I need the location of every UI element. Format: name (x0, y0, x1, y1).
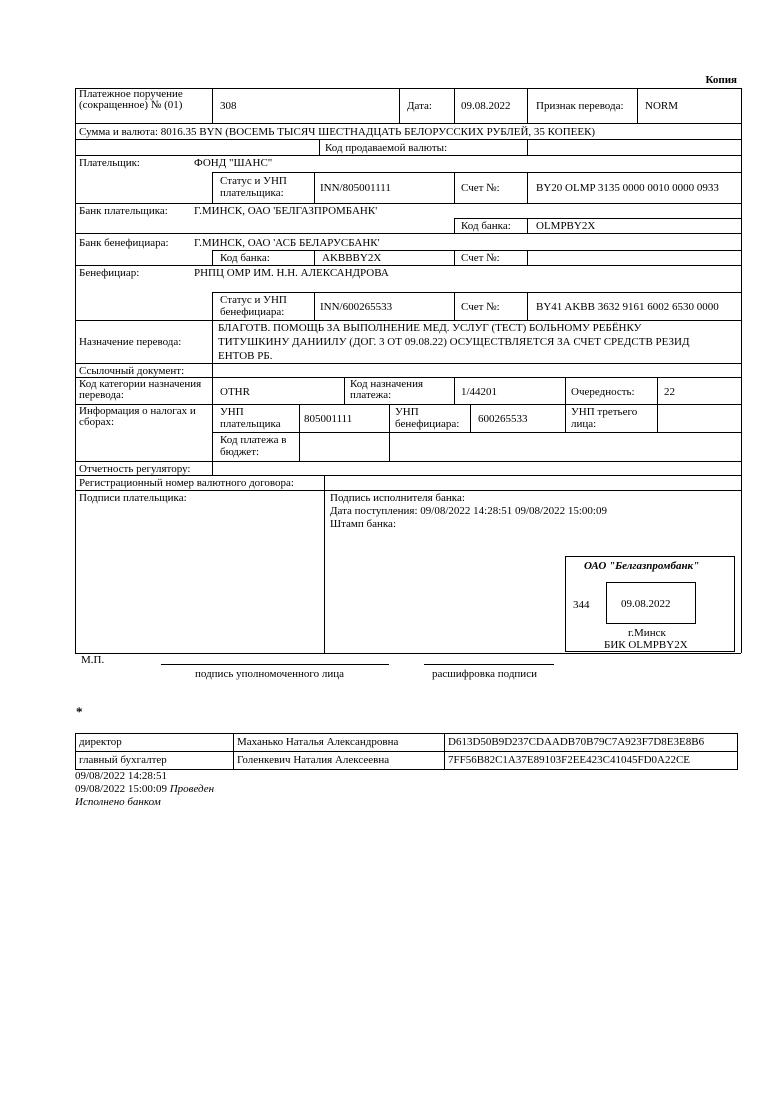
date-label: Дата: (407, 100, 432, 112)
signer-hash: 7FF56B82C1A37E89103F2EE423C41045FD0A22CE (445, 752, 738, 770)
taxes-label: Информация о налогах и сборах: (79, 405, 196, 428)
payer-unp-label: УНП плательщика (220, 406, 281, 430)
purpose-line1: БЛАГОТВ. ПОМОЩЬ ЗА ВЫПОЛНЕНИЕ МЕД. УСЛУГ (ТЕСТ) БОЛЬНОМУ РЕБЁНКУ (218, 322, 642, 334)
beneficiary-status: INN/600265533 (320, 301, 393, 313)
currency-contract-label: Регистрационный номер валютного договора: (79, 477, 294, 489)
signer-role: директор (76, 734, 234, 752)
decoding-caption: расшифровка подписи (432, 668, 537, 680)
sold-currency-label: Код продаваемой валюты: (325, 142, 448, 154)
stamp-date-box (606, 582, 696, 624)
log-line2 (75, 783, 214, 795)
payer-bank-code-label: Код банка: (461, 220, 511, 232)
mp-label: М.П. (81, 654, 105, 666)
table-row (76, 734, 738, 752)
beneficiary-label: Бенефициар: (79, 267, 140, 279)
signers-table (75, 733, 738, 770)
purpose-line2: ТИТУШКИНУ ДАНИИЛУ (ДОГ. 3 ОТ 09.08.22) ОСУЩЕСТВЛЯЕТСЯ ЗА СЧЕТ СРЕДСТВ РЕЗИД (218, 336, 690, 348)
bank-stamp (565, 556, 735, 652)
regulator-report-label: Отчетность регулятору: (79, 463, 191, 475)
log-line2-time: 09/08/2022 15:00:09 (75, 783, 167, 795)
log-line3: Исполнено банком (75, 796, 161, 808)
payer-unp: 805001111 (304, 413, 353, 425)
beneficiary-name: РНПЦ ОМР ИМ. Н.Н. АЛЕКСАНДРОВА (194, 267, 389, 279)
amount-text: Сумма и валюта: 8016.35 BYN (ВОСЕМЬ ТЫСЯЧ ШЕСТНАДЦАТЬ БЕЛОРУССКИХ РУБЛЕЙ, 35 КОПЕЕК) (79, 126, 596, 138)
payment-purpose-code-label: Код назначения платежа: (350, 378, 424, 401)
beneficiary-bank-code: AKBBBY2X (322, 252, 382, 264)
payer-status: INN/805001111 (320, 182, 391, 194)
beneficiary-unp-label: УНП бенефициара: (395, 406, 460, 430)
payer-account: BY20 OLMP 3135 0000 0010 0000 0933 (536, 182, 719, 194)
log-line1: 09/08/2022 14:28:51 (75, 770, 167, 782)
signature-caption: подпись уполномоченного лица (195, 668, 344, 680)
transfer-sign: NORM (645, 100, 679, 112)
category-label: Код категории назначения перевода: (79, 378, 202, 401)
payer-bank-label: Банк плательщика: (79, 205, 168, 217)
beneficiary-bank-label: Банк бенефициара: (79, 237, 169, 249)
stamp-number: 344 (573, 599, 590, 611)
transfer-sign-label: Признак перевода: (536, 100, 624, 112)
payer-account-label: Счет №: (461, 182, 500, 194)
beneficiary-bank-name: Г.МИНСК, ОАО 'АСБ БЕЛАРУСБАНК' (194, 237, 380, 249)
purpose-label: Назначение перевода: (79, 336, 182, 348)
asterisk-mark: * (76, 704, 83, 719)
stamp-city: г.Минск (628, 627, 666, 639)
beneficiary-bank-account-label: Счет №: (461, 252, 500, 264)
copy-label: Копия (705, 74, 737, 86)
payer-bank-code: OLMPBY2X (536, 220, 596, 232)
beneficiary-account-label: Счет №: (461, 301, 500, 313)
payer-bank-name: Г.МИНСК, ОАО 'БЕЛГАЗПРОМБАНК' (194, 205, 378, 217)
signer-role: главный бухгалтер (76, 752, 234, 770)
beneficiary-account: BY41 AKBB 3632 9161 6002 6530 0000 (536, 301, 719, 313)
budget-code-label: Код платежа в бюджет: (220, 434, 287, 458)
payer-name: ФОНД "ШАНС" (194, 157, 273, 169)
table-row (76, 752, 738, 770)
signer-name: Голенкевич Наталия Алексеевна (234, 752, 445, 770)
stamp-bic: БИК OLMPBY2X (604, 639, 688, 651)
order-date: 09.08.2022 (461, 100, 511, 112)
reference-doc-label: Ссылочный документ: (79, 365, 185, 377)
third-party-unp-label: УНП третьего лица: (571, 406, 638, 430)
beneficiary-status-label: Статус и УНП бенефициара: (220, 294, 287, 318)
beneficiary-unp: 600265533 (478, 413, 528, 425)
stamp-bank-name: ОАО "Белгазпромбанк" (584, 560, 700, 572)
order-number: 308 (220, 100, 237, 112)
signer-hash: D613D50B9D237CDAADB70B79C7A923F7D8E3E8B6 (445, 734, 738, 752)
log-line2-status: Проведен (169, 783, 215, 795)
payment-purpose-code: 1/44201 (461, 386, 498, 398)
beneficiary-bank-code-label: Код банка: (220, 252, 270, 264)
priority-value: 22 (664, 386, 675, 398)
payer-signatures-label: Подписи плательщика: (79, 492, 187, 504)
category-value: OTHR (220, 386, 250, 398)
executor-signature-label: Подпись исполнителя банка: (330, 492, 465, 504)
order-title: Платежное поручение (сокращенное) № (01) (79, 88, 183, 111)
purpose-line3: ЕНТОВ РБ. (218, 350, 273, 362)
priority-label: Очередность: (571, 386, 635, 398)
signer-name: Маханько Наталья Александровна (234, 734, 445, 752)
stamp-date: 09.08.2022 (621, 598, 671, 610)
bank-stamp-label: Штамп банка: (330, 518, 396, 530)
payer-status-label: Статус и УНП плательщика: (220, 175, 287, 199)
payer-label: Плательщик: (79, 157, 140, 169)
receipt-date: Дата поступления: 09/08/2022 14:28:51 09/08/2022 15:00:09 (330, 505, 607, 517)
